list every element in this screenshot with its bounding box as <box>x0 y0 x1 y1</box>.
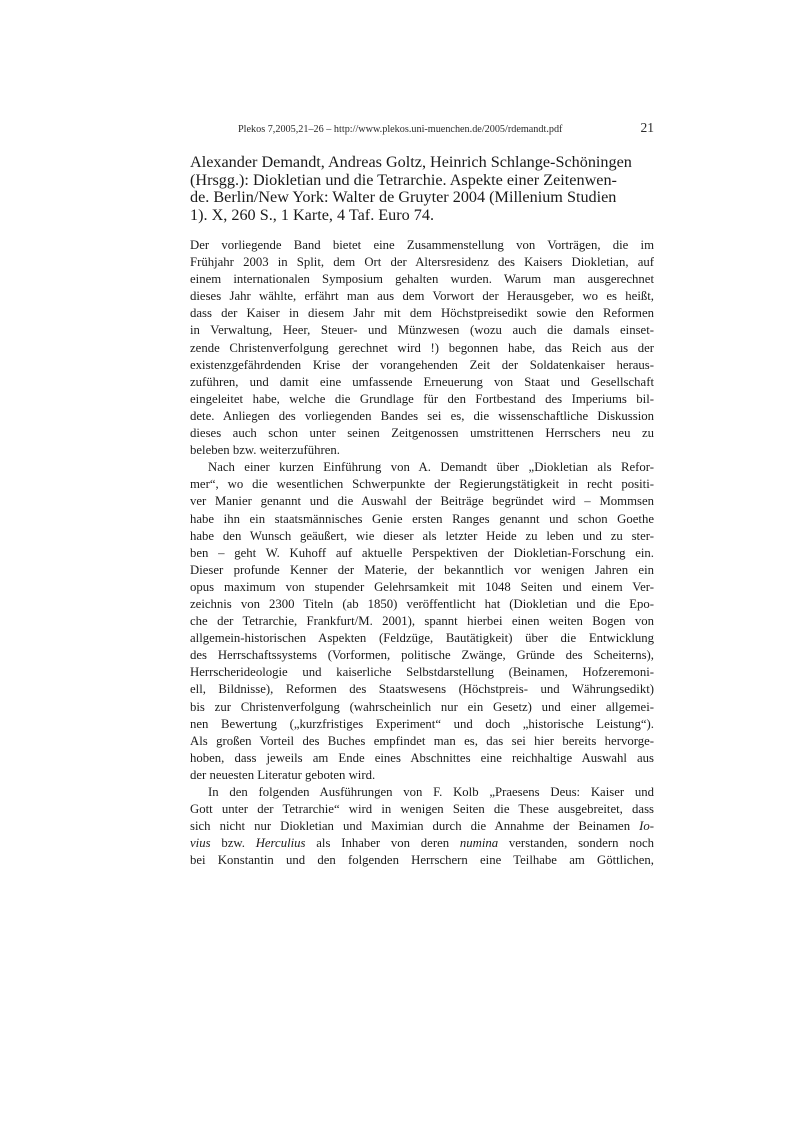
page-number: 21 <box>640 120 654 135</box>
text-line: dass der Kaiser in diesem Jahr mit dem Höchstpreisedikt sowie den Reformen <box>190 306 654 321</box>
text-line: existenzgefährdenden Krise der vorangehenden Zeit der Soldatenkaiser heraus- <box>190 357 654 372</box>
text-line: ell, Bildnisse), Reformen des Staatswesens (Höchstpreis- und Währungsedikt) <box>190 682 654 697</box>
text-line: opus maximum von stupender Gelehrsamkeit mit 1048 Seiten und einem Ver- <box>190 579 654 594</box>
text-line: habe ihn ein staatsmännisches Genie ersten Ranges genannt und schon Goethe <box>190 511 654 526</box>
review-title-line: Alexander Demandt, Andreas Goltz, Heinrich Schlange-Schöningen <box>190 153 632 171</box>
text-line: der neuesten Literatur geboten wird. <box>190 767 376 782</box>
text-line: In den folgenden Ausführungen von F. Kolb „Praesens Deus: Kaiser und <box>208 785 654 799</box>
text-line: dieses Jahr wählte, erfährt man aus dem Vorwort der Herausgeber, wo es heißt, <box>190 289 654 304</box>
text-line: ben – geht W. Kuhoff auf aktuelle Perspektiven der Diokletian-Forschung ein. <box>190 545 654 560</box>
text-line: zuführen, und damit eine umfassende Erneuerung von Staat und Gesellschaft <box>190 374 654 389</box>
review-title-line: 1). X, 260 S., 1 Karte, 4 Taf. Euro 74. <box>190 205 435 224</box>
text-line: in Verwaltung, Heer, Steuer- und Münzwesen (wozu auch die damals einset- <box>190 323 654 338</box>
review-title-line: (Hrsgg.): Diokletian und die Tetrarchie. Aspekte einer Zeitenwen- <box>190 170 617 189</box>
text-line: Nach einer kurzen Einführung von A. Demandt über „Diokletian als Refor- <box>208 460 654 475</box>
paragraph-introduction <box>190 237 654 459</box>
running-head-citation: Plekos 7,2005,21–26 – http://www.plekos.uni-muenchen.de/2005/rdemandt.pdf <box>238 124 563 135</box>
text-line: einem internationalen Symposium gehalten wurden. Warum man ausgerechnet <box>190 272 654 287</box>
text-line: dete. Anliegen des vorliegenden Bandes sei es, die wissenschaftliche Diskussion <box>190 408 654 423</box>
text-line: Dieser profunde Kenner der Materie, der bekanntlich vor wenigen Jahren ein <box>190 562 654 577</box>
text-line: Herrscherideologie und kaiserliche Selbstdarstellung (Beinamen, Hofzeremoni- <box>190 665 654 680</box>
review-title-line: de. Berlin/New York: Walter de Gruyter 2004 (Millenium Studien <box>190 188 617 206</box>
text-line: bis zur Christenverfolgung (wahrscheinlich nur ein Gesetz) und einer allgemei- <box>190 699 654 714</box>
text-line: habe den Wunsch geäußert, wie dieser als letzter Heide zu leben und zu ster- <box>190 528 654 543</box>
text-line: Als großen Vorteil des Buches empfindet man es, das sei hier bereits hervorge- <box>190 733 654 748</box>
text-line: hoben, dass jeweils am Ende eines Abschnittes eine reichhaltige Auswahl aus <box>190 750 654 765</box>
text-line: dieses auch schon unter seinen Zeitgenossen umstrittenen Herrschers neu zu <box>190 426 654 441</box>
text-line: eingeleitet habe, welche die Grundlage für den Fortbestand des Imperiums bil- <box>190 391 654 406</box>
text-line: zeichnis von 2300 Titeln (ab 1850) veröffentlicht hat (Diokletian und die Epo- <box>190 596 654 611</box>
text-line: che der Tetrarchie, Frankfurt/M. 2001), spannt hierbei einen weiten Bogen von <box>190 614 654 629</box>
text-line: zende Christenverfolgung gerechnet wird !) begonnen habe, das Reich aus der <box>190 340 654 355</box>
text-line: bei Konstantin und den folgenden Herrschern eine Teilhabe am Göttlichen, <box>190 853 654 868</box>
paragraph-kolb <box>190 784 654 869</box>
paragraph-demandt-kuhoff <box>190 459 654 784</box>
running-header <box>190 120 654 136</box>
text-line: vius bzw. Herculius als Inhaber von deren numina verstanden, sondern noch <box>190 836 654 851</box>
text-line: Gott unter der Tetrarchie“ wird in wenigen Seiten die These ausgebreitet, dass <box>190 802 654 817</box>
text-line: beleben bzw. weiterzuführen. <box>190 443 340 458</box>
review-title <box>190 154 654 224</box>
text-line: nen Bewertung („kurzfristiges Experiment“ und doch „historische Leistung“). <box>190 716 654 731</box>
text-line: Der vorliegende Band bietet eine Zusammenstellung von Vorträgen, die im <box>190 238 654 252</box>
text-line: ver Manier genannt und die Auswahl der Beiträge begründet wird – Mommsen <box>190 494 654 509</box>
text-line: allgemein-historischen Aspekten (Feldzüge, Bautätigkeit) über die Entwicklung <box>190 631 654 646</box>
text-line: des Herrschaftssystems (Vorformen, politische Zwänge, Gründe des Scheiterns), <box>190 648 654 663</box>
review-body <box>190 237 654 869</box>
text-line: mer“, wo die wesentlichen Schwerpunkte der Regierungstätigkeit in recht positi- <box>190 477 654 492</box>
text-line: Frühjahr 2003 in Split, dem Ort der Altersresidenz des Kaisers Diokletian, auf <box>190 255 654 270</box>
text-line: sich nicht nur Diokletian und Maximian durch die Annahme der Beinamen Io- <box>190 819 654 834</box>
